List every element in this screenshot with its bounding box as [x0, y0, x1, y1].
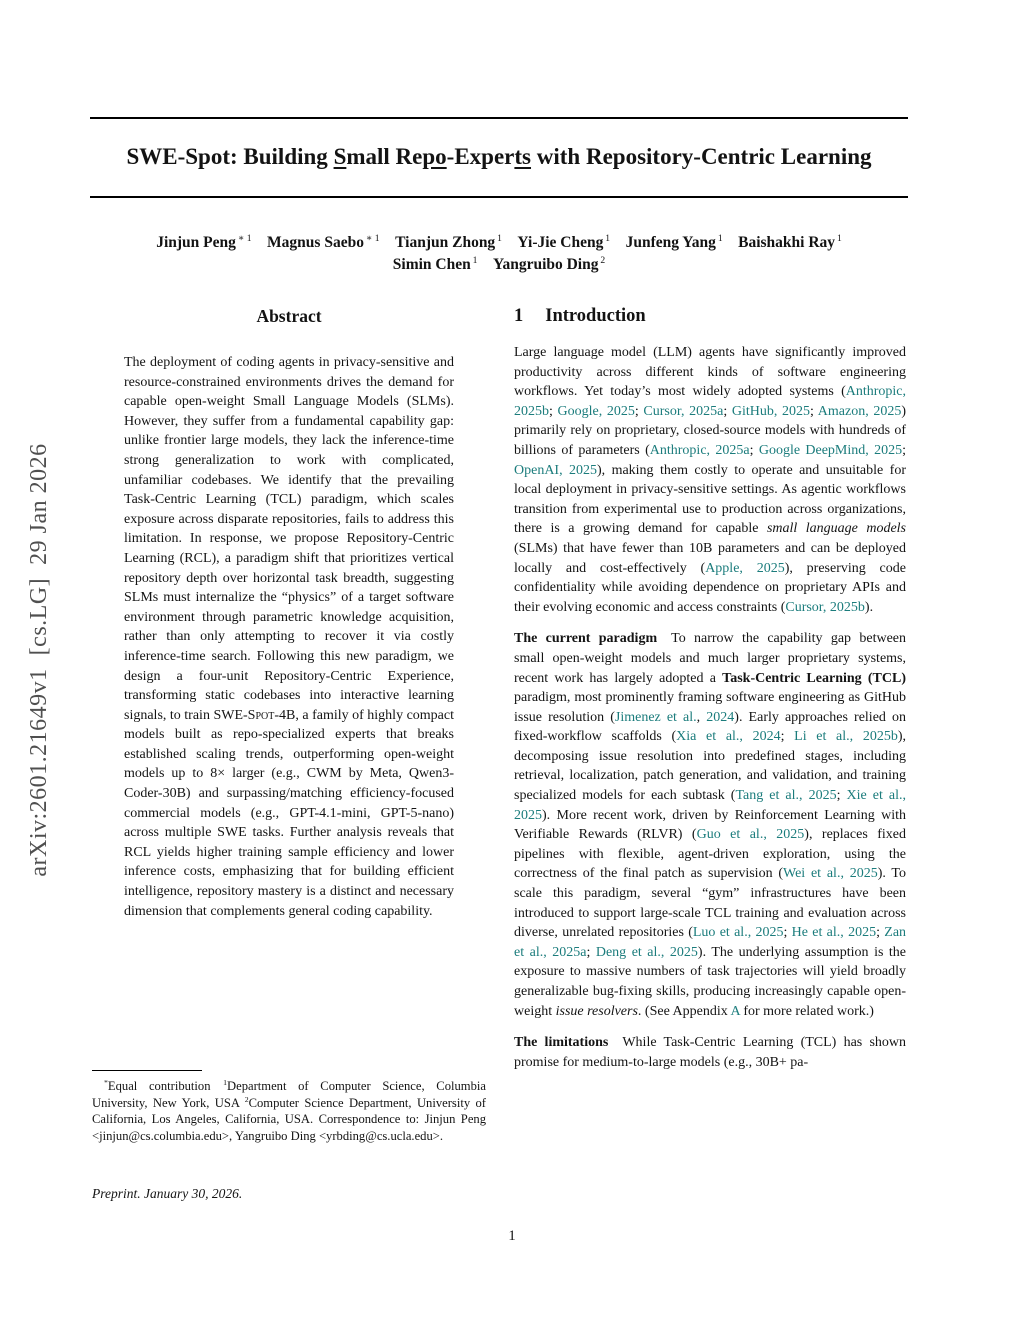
text-segment: 2 [598, 254, 606, 266]
citation-link[interactable]: Apple, 2025 [705, 560, 785, 576]
text-segment: Task-Centric Learning (TCL) [722, 670, 906, 686]
text-segment: ; [836, 788, 847, 804]
footnote-text [92, 1078, 486, 1144]
text-segment [723, 234, 739, 251]
text-segment: ; [586, 944, 596, 960]
title-rule-top [90, 117, 908, 119]
text-segment: S [333, 144, 347, 169]
text-segment: for more related work.) [739, 1003, 874, 1019]
text-segment: , [696, 709, 707, 725]
citation-link[interactable]: Tang et al., 2025 [735, 788, 837, 804]
abstract-text [124, 353, 454, 921]
text-segment: SWE-Spot: Building [126, 144, 334, 169]
citation-link[interactable]: Cursor, 2025a [643, 403, 724, 419]
text-segment: ). Early approaches relied on fixed-workflow scaffolds ( [514, 709, 907, 745]
citation-link[interactable]: He et al., 2025 [791, 925, 877, 941]
text-segment: While Task-Centric Learning (TCL) has shown promise for medium-to-large models (e.g., 30B+ pa- [514, 1035, 907, 1070]
text-segment: Yangruibo Ding [492, 256, 599, 273]
text-segment: Department of Computer Science, Columbia University, New York, USA [92, 1079, 486, 1110]
text-segment: ∗ 1 [235, 232, 252, 244]
citation-link[interactable]: Google, 2025 [557, 403, 635, 419]
text-segment: * [104, 1077, 108, 1087]
text-segment: -Exper [446, 144, 515, 169]
citation-link[interactable]: Jimenez et al. [614, 709, 697, 725]
section-number: 1 [514, 306, 524, 326]
citation-link[interactable]: Anthropic, 2025b [514, 384, 906, 419]
footnote-block [92, 1070, 486, 1144]
right-column [514, 306, 906, 1084]
text-segment: Yi-Jie Cheng [517, 234, 604, 251]
text-segment: 1 [495, 232, 502, 244]
text-segment: The limitations [514, 1035, 609, 1051]
text-segment: 1 [603, 232, 611, 244]
text-segment: 2 [244, 1094, 249, 1104]
text-segment: Spot [247, 707, 275, 723]
citation-link[interactable]: Google DeepMind, 2025 [758, 442, 903, 458]
text-segment: To narrow the capability gap between small open-weight models and much larger proprietary systems, recent work has largely adopted a [514, 631, 907, 686]
text-segment: small language models [766, 521, 906, 537]
text-segment: ). To scale this paradigm, several “gym” infrastructures have been introduced to support large-scale TCL training and evaluation across diverse, unrelated repositories ( [514, 866, 906, 941]
text-segment: ∗ 1 [363, 232, 380, 244]
text-segment [380, 234, 396, 251]
text-segment: ). The underlying assumption is the exposure to massive numbers of task trajectories will yield broadly generalizable bug-fixing skills, producing increasingly capable open-weight [514, 944, 907, 1019]
text-segment: ; [810, 403, 818, 419]
intro-paragraph-2 [514, 629, 906, 1021]
left-column [92, 306, 486, 921]
text-segment: Junfeng Yang [625, 234, 716, 251]
text-segment: ; [780, 729, 795, 745]
text-segment: 1 [715, 232, 723, 244]
text-segment: ; [723, 403, 732, 419]
section-heading-introduction [514, 306, 906, 327]
authors-line-1 [90, 232, 908, 254]
citation-link[interactable]: Guo et al., 2025 [696, 827, 805, 843]
text-segment: ; [902, 442, 906, 458]
intro-paragraph-3 [514, 1033, 906, 1072]
text-segment: mall Re [346, 144, 423, 169]
citation-link[interactable]: Zan et al., 2025a [514, 925, 907, 960]
text-segment [610, 234, 626, 251]
citation-link[interactable]: GitHub, 2025 [731, 403, 810, 419]
citation-link[interactable]: Deng et al., 2025 [595, 944, 698, 960]
text-segment: ; [783, 925, 792, 941]
text-segment: ), decomposing issue resolution into predefined stages, including retrieval, localization, patch generation, and validation, and training specialized models for each subtask ( [514, 729, 906, 804]
author-block [90, 232, 908, 276]
text-segment [477, 256, 493, 273]
text-segment: with Repository-Centric Learning [531, 144, 872, 169]
text-segment: (SLMs) that have fewer than 10B parameters and can be deployed locally and cost-effectively ( [514, 540, 906, 576]
text-segment: ). [864, 599, 874, 615]
citation-link[interactable]: Xie et al., 2025 [514, 788, 907, 823]
citation-link[interactable]: Anthropic, 2025a [649, 442, 750, 458]
arxiv-watermark: arXiv:2601.21649v1 [cs.LG] 29 Jan 2026 [26, 443, 52, 877]
citation-link[interactable]: A [730, 1003, 740, 1019]
text-segment: . (See Appendix [637, 1003, 731, 1019]
text-segment: Jinjun Peng [156, 234, 236, 251]
citation-link[interactable]: OpenAI, 2025 [514, 462, 597, 478]
text-segment [252, 234, 268, 251]
text-segment: Large language model (LLM) agents have significantly improved productivity across different kinds of software engineering workflows. Yet today’s most widely adopted systems ( [514, 345, 906, 400]
text-segment: ts [514, 144, 532, 169]
text-segment: -4B, a family of highly compact models built as repo-specialized experts that breaks established scaling trends, outperforming open-weight models up to 8× larger (e.g., CWM by Meta, Qwen3-Coder-30B) and surpassing/matching efficiency-focused commercial models (e.g., GPT-4.1-mini, GPT-5-nano) across multiple SWE tasks. Further analysis reveals that RCL yields higher training sample efficiency and lower inference costs, emphasizing that for building efficient intelligence, repository mastery is a distinct and necessary dimension that complements general coding capability. [124, 707, 454, 919]
text-segment: 1 [223, 1077, 228, 1087]
citation-link[interactable]: Li et al., 2025b [794, 729, 898, 745]
text-segment: Tianjun Zhong [395, 234, 496, 251]
text-segment: Equal contribution [107, 1079, 224, 1093]
text-segment: ), replaces fixed pipelines with flexible, agent-driven exploration, using the correctness of the final patch as supervision ( [514, 827, 906, 882]
citation-link[interactable]: Xia et al., 2024 [676, 729, 781, 745]
text-segment: Computer Science Department, University of California, Los Angeles, California, USA. Correspondence to: Jinjun Peng <jinjun@cs.columbia.edu>, Yangruibo Ding <yrbding@cs.ucla.edu>. [92, 1095, 487, 1143]
citation-link[interactable]: Wei et al., 2025 [783, 866, 878, 882]
paper-title [90, 142, 908, 172]
text-segment: ), preserving code confidentiality while avoiding dependence on proprietary APIs and their evolving economic and access constraints ( [514, 560, 906, 615]
text-segment: issue resolvers [555, 1003, 638, 1019]
preprint-note: Preprint. January 30, 2026. [92, 1186, 243, 1201]
text-segment: po [422, 144, 447, 169]
page-number: 1 [508, 1228, 516, 1244]
citation-link[interactable]: Cursor, 2025b [785, 599, 865, 615]
text-segment: ), making them costly to operate and unsuitable for local deployment in privacy-sensitive settings. As agentic workflows transition from experimental use to production across organizations, there is a growing demand for capable [514, 462, 906, 537]
text-segment: 1 [835, 232, 842, 244]
abstract-heading: Abstract [256, 306, 322, 326]
citation-link[interactable]: 2024 [706, 709, 735, 725]
text-segment [502, 234, 518, 251]
citation-link[interactable]: Luo et al., 2025 [692, 925, 784, 941]
text-segment: Magnus Saebo [267, 234, 364, 251]
text-segment: The current paradigm [514, 631, 658, 647]
text-segment: ) primarily rely on proprietary, closed-source models with hundreds of billions of parameters ( [514, 403, 907, 458]
citation-link[interactable]: Amazon, 2025 [817, 403, 902, 419]
authors-line-2 [90, 254, 908, 276]
text-segment: The deployment of coding agents in privacy-sensitive and resource-constrained environments drives the demand for capable open-weight Small Language Models (SLMs). However, they suffer from a fundamental capability gap: unlike frontier large models, they lack the inference-time strong generalization to work with complicated, unfamiliar codebases. We identify that the prevailing Task-Centric Learning (TCL) paradigm, which scales exposure across disparate repositories, fails to address this limitation. In response, we propose Repository-Centric Learning (RCL), a paradigm shift that prioritizes vertical repository depth over horizontal task breadth, suggesting SLMs must internalize the “physics” of a target software environment through parametric knowledge acquisition, rather than only attempting to recover it via costly inference-time search. Following this new paradigm, we design a four-unit Repository-Centric Experience, transforming static codebases into interactive learning signals, to train SWE- [124, 355, 454, 723]
text-segment: ; [876, 925, 885, 941]
footnote-rule [92, 1070, 202, 1071]
text-segment: paradigm, most prominently framing software engineering as GitHub issue resolution ( [514, 690, 906, 725]
text-segment: Simin Chen [392, 256, 471, 273]
text-segment: Baishakhi Ray [738, 234, 836, 251]
title-rule-bottom [90, 196, 908, 198]
text-segment: 1 [470, 254, 478, 266]
intro-paragraph-1 [514, 343, 906, 617]
section-label: Introduction [545, 306, 646, 326]
text-segment: ; [749, 442, 759, 458]
text-segment: ; [549, 403, 558, 419]
text-segment: ; [634, 403, 644, 419]
text-segment: ). More recent work, driven by Reinforcement Learning with Verifiable Rewards (RLVR) ( [514, 807, 906, 843]
